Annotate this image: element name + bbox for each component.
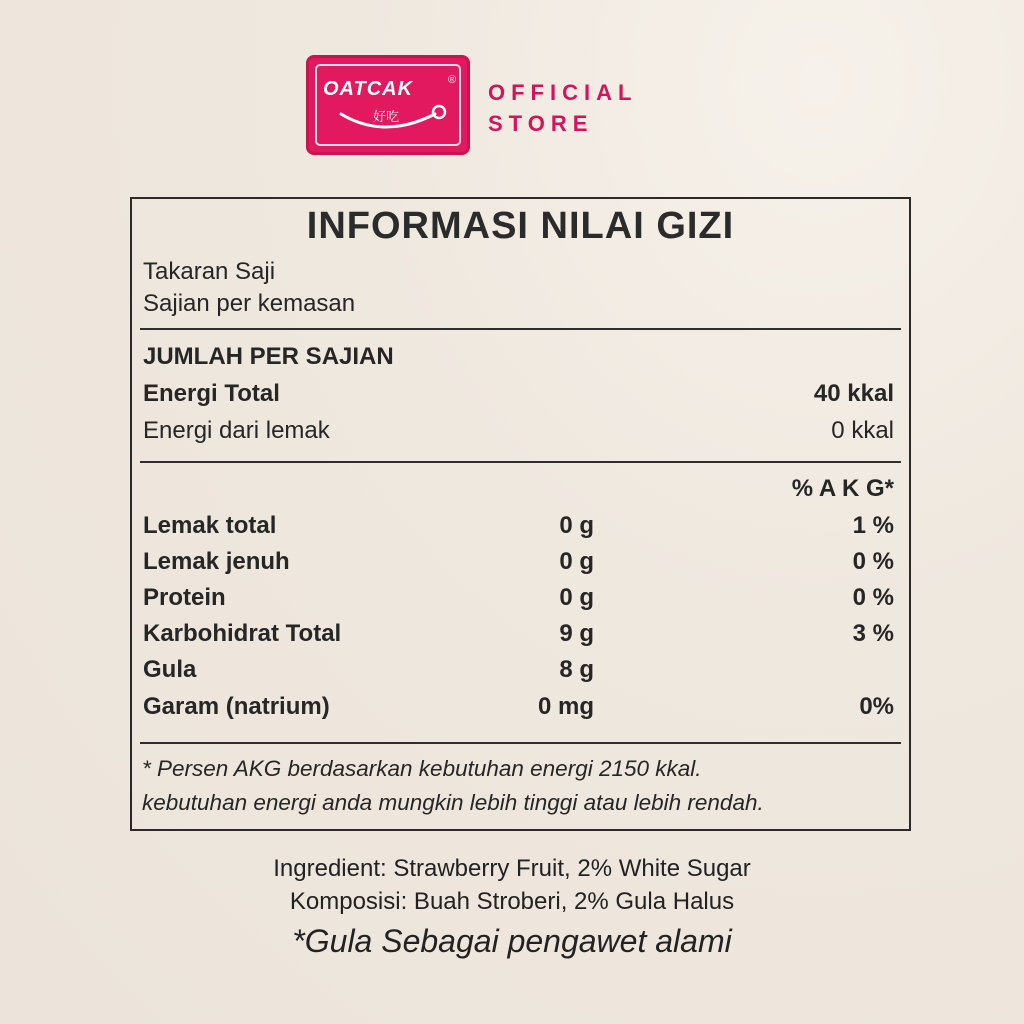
- fat-energy-value: 0 kkal: [831, 417, 894, 444]
- ingredient-indonesian: Komposisi: Buah Stroberi, 2% Gula Halus: [289, 888, 735, 915]
- nutrient-label: Karbohidrat Total: [143, 620, 342, 647]
- nutrient-akg: 3 %: [852, 620, 894, 647]
- footnote-line-2: kebutuhan energi anda mungkin lebih tinggi atau lebih rendah.: [142, 790, 764, 815]
- nutrient-akg: 0%: [859, 693, 894, 720]
- footnote-line-1: * Persen AKG berdasarkan kebutuhan energi 2150 kkal.: [142, 756, 702, 781]
- official-store-label: [488, 77, 637, 139]
- amount-per-serving-heading: JUMLAH PER SAJIAN: [143, 343, 394, 370]
- nutrient-amount: 0 g: [559, 584, 594, 611]
- nutrient-amount: 9 g: [559, 620, 594, 647]
- total-energy-label: Energi Total: [143, 380, 280, 407]
- logo-registered-mark: ®: [448, 74, 457, 86]
- logo-wordmark: OATCAK: [323, 78, 414, 100]
- nutrient-label: Lemak jenuh: [143, 548, 290, 575]
- ingredient-english: Ingredient: Strawberry Fruit, 2% White Sugar: [273, 855, 751, 882]
- nutrient-label: Lemak total: [143, 512, 277, 539]
- total-energy-value: 40 kkal: [813, 380, 894, 407]
- preservative-note: *Gula Sebagai pengawet alami: [292, 923, 732, 959]
- store-line-official: OFFICIAL: [488, 80, 638, 105]
- divider: [140, 742, 901, 744]
- divider: [140, 461, 901, 463]
- serving-size-label: Takaran Saji: [143, 258, 276, 285]
- nutrient-label: Protein: [143, 584, 226, 611]
- store-line-store: STORE: [488, 111, 594, 136]
- nutrient-akg: 0 %: [852, 548, 894, 575]
- servings-per-package-label: Sajian per kemasan: [143, 290, 356, 317]
- akg-header: % A K G*: [791, 475, 894, 502]
- nutrient-amount: 0 mg: [537, 693, 594, 720]
- nutrient-label: Garam (natrium): [143, 693, 330, 720]
- fat-energy-label: Energi dari lemak: [143, 417, 330, 444]
- nutrient-label: Gula: [143, 656, 197, 683]
- panel-title: INFORMASI NILAI GIZI: [306, 205, 735, 247]
- nutrient-akg: 1 %: [852, 512, 894, 539]
- nutrient-amount: 8 g: [559, 656, 594, 683]
- nutrient-akg: 0 %: [852, 584, 894, 611]
- divider: [140, 328, 901, 330]
- nutrient-amount: 0 g: [559, 548, 594, 575]
- logo-chinese-text: 好吃: [373, 110, 400, 125]
- nutrient-amount: 0 g: [559, 512, 594, 539]
- oatcak-logo: [306, 55, 470, 155]
- nutrition-facts-panel: [130, 197, 911, 831]
